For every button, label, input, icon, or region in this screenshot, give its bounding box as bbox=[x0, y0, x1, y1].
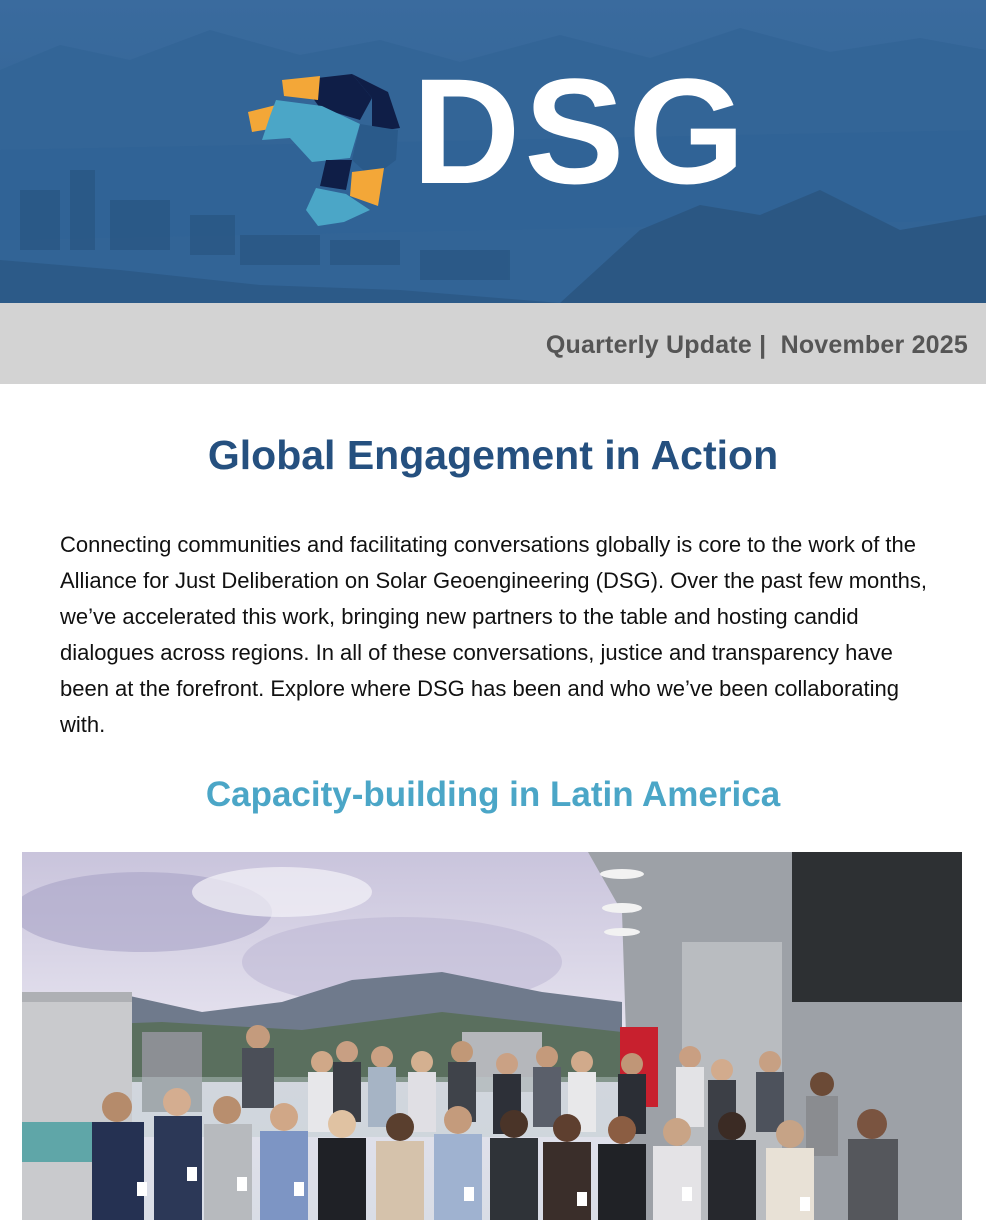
issue-date-label: Quarterly Update | November 2025 bbox=[545, 331, 968, 359]
issue-bar bbox=[0, 303, 986, 384]
header-banner bbox=[0, 0, 986, 303]
group-photo-image bbox=[22, 852, 962, 1220]
group-photo bbox=[22, 852, 962, 1220]
intro-paragraph: Connecting communities and facilitating conversations globally is core to the work of the Alliance for Just Deliberation on Solar Geoengineering (DSG). Over the past few months, we’ve accelerated this work, bringing new partners to the table and hosting candid dialogues across regions. In all of these conversations, justice and transparency have been at the forefront. Explore where DSG has been and who we’ve been collaborating with. bbox=[60, 532, 927, 737]
section-title: Capacity-building in Latin America bbox=[205, 775, 781, 814]
brand-wordmark: DSG bbox=[412, 47, 750, 215]
page-title: Global Engagement in Action bbox=[207, 432, 779, 478]
